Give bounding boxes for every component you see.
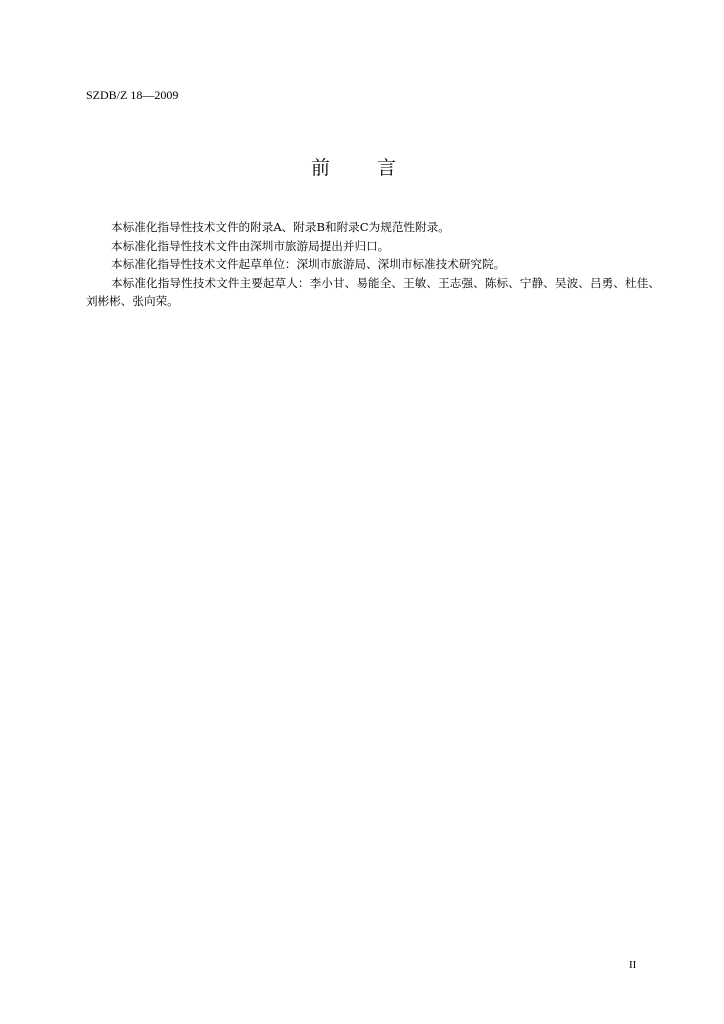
page-title: 前言 [310,157,443,179]
standard-code: SZDB/Z 18—2009 [86,88,179,102]
page-number: II [629,959,637,971]
foreword-body [86,218,660,311]
paragraph-drafting-units: 本标准化指导性技术文件起草单位：深圳市旅游局、深圳市标准技术研究院。 [111,257,506,271]
paragraph-proposer: 本标准化指导性技术文件由深圳市旅游局提出并归口。 [111,238,390,253]
paragraph-appendix-note: 本标准化指导性技术文件的附录A、附录B和附录C为规范性附录。 [111,220,450,234]
paragraph-drafters: 本标准化指导性技术文件主要起草人：李小甘、易能全、王敏、王志强、陈标、宁静、吴波、吕勇、杜佳、刘彬彬、张向荣。 [86,275,660,308]
